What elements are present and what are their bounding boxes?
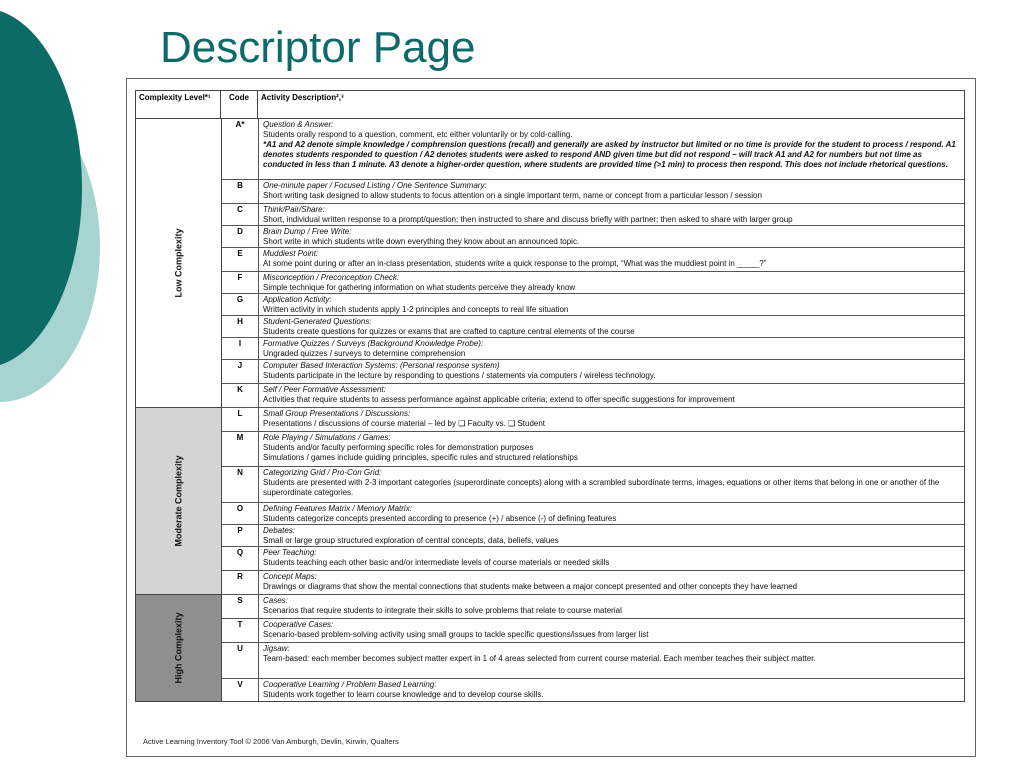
table-row bbox=[222, 467, 964, 503]
activity-code: K bbox=[222, 384, 259, 407]
activity-description bbox=[259, 643, 964, 678]
activity-detail: Activities that require students to assess performance against applicable criteria; extend to offer specific suggestions for improvement bbox=[263, 395, 735, 404]
copyright-footer: Active Learning Inventory Tool © 2006 Van Amburgh, Devlin, Kirwin, Qualters bbox=[143, 737, 399, 746]
table-header bbox=[136, 91, 964, 119]
activity-detail: Written activity in which students apply 1-2 principles and concepts to real life situation bbox=[263, 305, 569, 314]
table-row bbox=[222, 360, 964, 384]
activity-description bbox=[259, 119, 964, 179]
activity-title: One-minute paper / Focused Listing / One Sentence Summary: bbox=[263, 181, 487, 190]
table-row bbox=[222, 248, 964, 272]
activity-title: Cooperative Learning / Problem Based Learning: bbox=[263, 680, 437, 689]
activity-description bbox=[259, 619, 964, 642]
descriptor-table bbox=[135, 90, 965, 702]
activity-description bbox=[259, 338, 964, 359]
activity-title: Jigsaw: bbox=[263, 644, 290, 653]
table-row bbox=[222, 408, 964, 432]
activity-title: Debates: bbox=[263, 526, 296, 535]
activity-description bbox=[259, 316, 964, 337]
activity-description bbox=[259, 467, 964, 502]
activity-title: Brain Dump / Free Write: bbox=[263, 227, 352, 236]
activity-detail: Simulations / games include guiding principles, specific rules and structured relationships bbox=[263, 453, 578, 462]
activity-detail: Team-based: each member becomes subject matter expert in 1 of 4 areas selected from current course material. Each member teaches their subject matter. bbox=[263, 654, 816, 663]
table-row bbox=[222, 119, 964, 180]
activity-code: P bbox=[222, 525, 259, 546]
activity-detail: Students are presented with 2-3 important categories (superordinate concepts) along with a scrambled subordinate terms, images, equations or other items that belong in one or another of the superordinate categories. bbox=[263, 478, 940, 497]
activity-detail: Presentations / discussions of course material – led by ❑ Faculty vs. ❑ Student bbox=[263, 419, 546, 428]
activity-detail: Short, individual written response to a prompt/question; then instructed to share and discuss briefly with partner; then asked to share with larger group bbox=[263, 215, 793, 224]
activity-code: R bbox=[222, 571, 259, 594]
activity-description bbox=[259, 571, 964, 594]
table-row bbox=[222, 619, 964, 643]
activity-title: Muddiest Point: bbox=[263, 249, 319, 258]
complexity-level-label: Moderate Complexity bbox=[173, 455, 184, 547]
table-body bbox=[136, 119, 964, 701]
table-row bbox=[222, 384, 964, 408]
activity-detail: Students work together to learn course knowledge and to develop course skills. bbox=[263, 690, 544, 699]
activity-code: J bbox=[222, 360, 259, 383]
activity-title: Self / Peer Formative Assessment: bbox=[263, 385, 386, 394]
activity-title: Cooperative Cases: bbox=[263, 620, 334, 629]
activity-title: Formative Quizzes / Surveys (Background Knowledge Probe): bbox=[263, 339, 484, 348]
table-row bbox=[222, 547, 964, 571]
activity-detail: At some point during or after an in-class presentation, students write a quick response to the prompt, “What was the muddiest point in _____?” bbox=[263, 259, 767, 268]
activity-code: E bbox=[222, 248, 259, 271]
activity-description bbox=[259, 384, 964, 407]
activity-code: U bbox=[222, 643, 259, 678]
activity-code: A* bbox=[222, 119, 259, 179]
activity-description bbox=[259, 525, 964, 546]
activity-detail: Drawings or diagrams that show the mental connections that students make between a major concept presented and other concepts they have learned bbox=[263, 582, 798, 591]
activity-code: I bbox=[222, 338, 259, 359]
activity-title: Categorizing Grid / Pro-Con Grid: bbox=[263, 468, 382, 477]
header-activity-description: Activity Description²,³ bbox=[261, 93, 344, 102]
slide-title: Descriptor Page bbox=[160, 23, 476, 72]
table-row bbox=[222, 180, 964, 204]
activity-description bbox=[259, 204, 964, 225]
activity-code: N bbox=[222, 467, 259, 502]
table-row bbox=[222, 525, 964, 547]
activity-title: Cases: bbox=[263, 596, 288, 605]
activity-detail: Simple technique for gathering information on what students perceive they already know bbox=[263, 283, 576, 292]
header-complexity-level: Complexity Level*¹ bbox=[136, 91, 221, 118]
activity-title: Concept Maps: bbox=[263, 572, 317, 581]
table-row bbox=[222, 571, 964, 595]
activity-detail: Students create questions for quizzes or exams that are crafted to capture central elements of the course bbox=[263, 327, 635, 336]
activity-code: H bbox=[222, 316, 259, 337]
activity-code: T bbox=[222, 619, 259, 642]
activity-code: F bbox=[222, 272, 259, 293]
header-code: Code bbox=[221, 91, 258, 118]
activity-title: Computer Based Interaction Systems: (Personal response system) bbox=[263, 361, 500, 370]
activity-code: C bbox=[222, 204, 259, 225]
activity-detail: Students participate in the lecture by responding to questions / statements via computers / wireless technology. bbox=[263, 371, 656, 380]
activity-description bbox=[259, 408, 964, 431]
activity-title: Small Group Presentations / Discussions: bbox=[263, 409, 411, 418]
activity-code: M bbox=[222, 432, 259, 466]
activity-code: D bbox=[222, 226, 259, 247]
activity-title: Question & Answer: bbox=[263, 120, 334, 129]
table-row bbox=[222, 338, 964, 360]
table-row bbox=[222, 204, 964, 226]
complexity-level-label: Low Complexity bbox=[173, 228, 184, 298]
activity-detail: Scenario-based problem-solving activity using small groups to tackle specific questions/issues from larger list bbox=[263, 630, 649, 639]
activity-description bbox=[259, 248, 964, 271]
activity-description bbox=[259, 272, 964, 293]
table-row bbox=[222, 643, 964, 679]
activity-detail: Short write in which students write down everything they know about an announced topic. bbox=[263, 237, 580, 246]
complexity-level-cell bbox=[136, 595, 221, 701]
activity-detail: Short writing task designed to allow students to focus attention on a single important term, name or concept from a particular lesson / session bbox=[263, 191, 762, 200]
activity-detail: Students teaching each other basic and/or intermediate levels of course materials or needed skills bbox=[263, 558, 610, 567]
activity-detail: Ungraded quizzes / surveys to determine comprehension bbox=[263, 349, 466, 358]
activity-detail: Scenarios that require students to integrate their skills to solve problems that relate to course material bbox=[263, 606, 622, 615]
activity-detail: Students orally respond to a question, comment, etc either voluntarily or by cold-calling. bbox=[263, 130, 573, 139]
table-row bbox=[222, 679, 964, 701]
complexity-level-label: High Complexity bbox=[173, 612, 184, 684]
document-image bbox=[126, 78, 976, 757]
activity-title: Misconception / Preconception Check: bbox=[263, 273, 400, 282]
complexity-levels-column bbox=[136, 119, 222, 701]
activity-description bbox=[259, 180, 964, 203]
activity-title: Defining Features Matrix / Memory Matrix: bbox=[263, 504, 412, 513]
activity-detail: Students and/or faculty performing specific roles for demonstration purposes bbox=[263, 443, 534, 452]
activity-code: B bbox=[222, 180, 259, 203]
activity-description bbox=[259, 360, 964, 383]
table-row bbox=[222, 503, 964, 525]
activity-code: S bbox=[222, 595, 259, 618]
activity-code: V bbox=[222, 679, 259, 701]
activity-rows bbox=[222, 119, 964, 701]
activity-code: L bbox=[222, 408, 259, 431]
activity-note: *A1 and A2 denote simple knowledge / comphrension questions (recall) and generally are asked by instructor but limited or no time is provide for the student to process / respond. A1 denotes students responded to question / A2 denotes students were asked to respond AND given time but did not respond – will track A1 and A2 for numbers but not time as conducted in less than 1 minute. A3 denote a higher-order question, where students are provided time (>1 min) to process then respond. This does not include rhetorical questions. bbox=[263, 140, 956, 169]
activity-detail: Small or large group structured exploration of central concepts, data, beliefs, values bbox=[263, 536, 559, 545]
activity-description bbox=[259, 226, 964, 247]
activity-title: Peer Teaching: bbox=[263, 548, 317, 557]
activity-description bbox=[259, 503, 964, 524]
activity-title: Student-Generated Questions: bbox=[263, 317, 372, 326]
activity-description bbox=[259, 547, 964, 570]
activity-description bbox=[259, 595, 964, 618]
activity-detail: Students categorize concepts presented according to presence (+) / absence (-) of defining features bbox=[263, 514, 617, 523]
table-row bbox=[222, 272, 964, 294]
activity-title: Application Activity: bbox=[263, 295, 332, 304]
table-row bbox=[222, 316, 964, 338]
complexity-level-cell bbox=[136, 119, 221, 408]
activity-description bbox=[259, 432, 964, 466]
activity-description bbox=[259, 294, 964, 315]
table-row bbox=[222, 595, 964, 619]
activity-code: Q bbox=[222, 547, 259, 570]
activity-code: G bbox=[222, 294, 259, 315]
complexity-level-cell bbox=[136, 408, 221, 595]
table-row bbox=[222, 432, 964, 467]
activity-code: O bbox=[222, 503, 259, 524]
table-row bbox=[222, 226, 964, 248]
activity-title: Think/Pair/Share: bbox=[263, 205, 325, 214]
activity-title: Role Playing / Simulations / Games: bbox=[263, 433, 391, 442]
activity-description bbox=[259, 679, 964, 701]
table-row bbox=[222, 294, 964, 316]
